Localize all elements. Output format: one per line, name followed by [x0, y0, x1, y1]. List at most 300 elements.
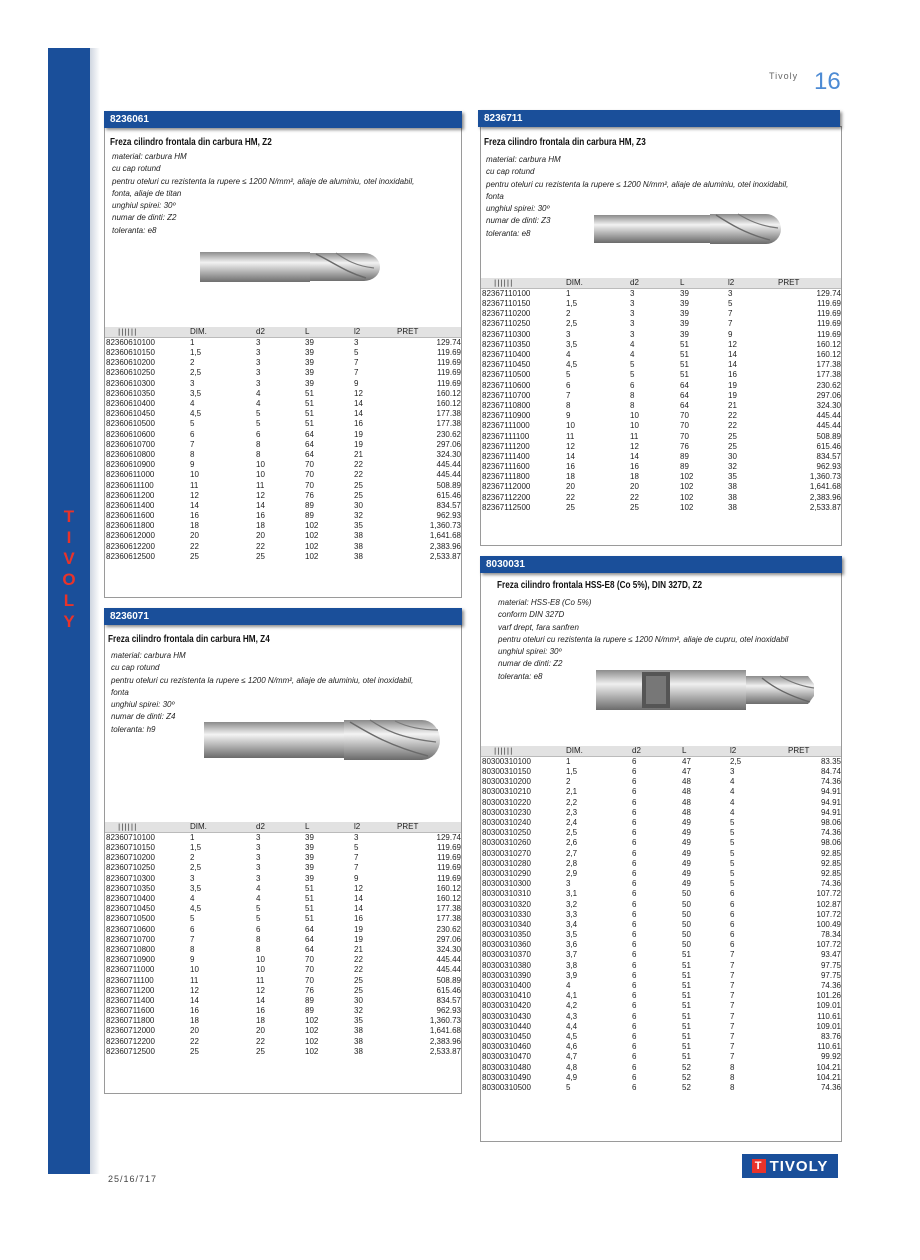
sidebar-letter: V	[63, 549, 75, 568]
table-row	[105, 389, 461, 399]
dim-cell: 3,8	[566, 960, 578, 970]
code-cell: 80300310350	[482, 930, 531, 940]
table-row	[105, 1006, 461, 1016]
l-cell: 51	[682, 960, 691, 970]
price-cell: 110.61	[817, 1042, 841, 1052]
price-cell: 83.76	[820, 1031, 841, 1041]
price-cell: 92.85	[820, 848, 841, 858]
table-row	[105, 338, 461, 349]
code-cell: 80300310400	[482, 981, 531, 991]
table-row	[481, 849, 841, 859]
col-d2: d2	[255, 822, 304, 833]
table-row	[105, 430, 461, 440]
logo-mark-icon: T	[752, 1159, 766, 1173]
code-cell: 82360711400	[106, 995, 155, 1005]
code-cell: 82367111000	[482, 421, 530, 431]
table-row	[481, 757, 841, 768]
code-cell: 80300310420	[482, 1001, 531, 1011]
table-row	[105, 521, 461, 531]
col-l: L	[681, 746, 729, 757]
l2-cell: 5	[354, 348, 359, 358]
dim-cell: 5	[566, 370, 571, 380]
l-cell: 89	[680, 451, 689, 461]
table-row	[481, 299, 841, 309]
price-cell: 94.91	[820, 797, 841, 807]
table-row	[105, 531, 461, 541]
l-cell: 39	[680, 329, 689, 339]
l2-cell: 22	[728, 411, 737, 421]
d2-cell: 6	[632, 919, 637, 929]
l2-cell: 30	[728, 451, 737, 461]
l2-cell: 3	[730, 767, 735, 777]
l2-cell: 19	[728, 380, 737, 390]
d2-cell: 12	[256, 490, 265, 500]
l2-cell: 14	[354, 409, 363, 419]
code-cell: 82360711200	[106, 985, 155, 995]
spec-line: toleranta: e8	[486, 228, 531, 238]
d2-cell: 3	[256, 833, 261, 842]
d2-cell: 6	[256, 429, 261, 439]
spec-line: material: carbura HM	[486, 155, 561, 164]
code-cell: 82360611400	[106, 500, 155, 510]
l-cell: 39	[305, 853, 314, 863]
l2-cell: 6	[730, 899, 735, 909]
table-row	[481, 370, 841, 380]
spec-line: cu cap rotund	[112, 164, 161, 174]
l2-cell: 6	[730, 940, 735, 950]
code-cell: 82367112000	[482, 482, 531, 492]
col-d2: d2	[629, 278, 679, 289]
l2-cell: 19	[354, 924, 363, 934]
d2-cell: 10	[630, 411, 639, 421]
l2-cell: 7	[730, 1052, 735, 1062]
code-cell: 82360710600	[106, 924, 155, 934]
dim-cell: 1	[190, 338, 195, 347]
price-cell: 74.36	[820, 1082, 841, 1092]
code-cell: 82360710450	[106, 904, 155, 914]
dim-cell: 11	[190, 480, 199, 490]
code-cell: 82360710100	[106, 833, 155, 842]
code-cell: 82367110250	[482, 319, 531, 329]
price-cell: 97.75	[820, 960, 841, 970]
price-cell: 110.61	[817, 1011, 841, 1021]
l-cell: 102	[305, 1036, 319, 1046]
price-cell: 119.69	[817, 329, 841, 339]
spec-line: unghiul spirei: 30º	[112, 201, 176, 211]
l-cell: 51	[680, 370, 689, 380]
table-header-row	[105, 822, 461, 833]
l2-cell: 30	[354, 995, 363, 1005]
d2-cell: 8	[256, 934, 261, 944]
spec-line: cu cap rotund	[486, 167, 535, 177]
l2-cell: 35	[354, 521, 363, 531]
code-cell: 80300310460	[482, 1042, 531, 1052]
l-cell: 76	[305, 985, 314, 995]
l-cell: 48	[682, 777, 691, 787]
d2-cell: 14	[256, 500, 265, 510]
dim-cell: 2,5	[190, 863, 202, 873]
dim-cell: 2,1	[566, 787, 578, 797]
d2-cell: 6	[256, 924, 261, 934]
d2-cell: 6	[632, 777, 637, 787]
dim-cell: 1,5	[566, 299, 578, 309]
price-cell: 445.44	[816, 411, 841, 421]
l2-cell: 35	[728, 472, 737, 482]
price-cell: 1,360.73	[809, 472, 841, 482]
dim-cell: 14	[190, 500, 199, 510]
l-cell: 39	[305, 368, 314, 378]
price-cell: 98.06	[820, 818, 841, 828]
code-cell: 82360610150	[106, 348, 155, 358]
table-row	[481, 1073, 841, 1083]
price-cell: 107.72	[816, 889, 841, 899]
l-cell: 51	[682, 991, 691, 1001]
l-cell: 70	[680, 431, 689, 441]
table-row	[481, 381, 841, 391]
dim-cell: 3,5	[566, 339, 578, 349]
price-cell: 2,383.96	[429, 1036, 461, 1046]
l2-cell: 22	[354, 470, 363, 480]
table-row	[105, 368, 461, 378]
product-title-8030031: Freza cilindro frontala HSS-E8 (Co 5%), DIN 327D, Z2	[497, 580, 703, 591]
code-cell: 80300310370	[482, 950, 531, 960]
d2-cell: 6	[632, 909, 637, 919]
code-cell: 82367111200	[482, 441, 530, 451]
dim-cell: 2	[190, 853, 195, 863]
table-row	[481, 503, 841, 513]
l2-cell: 3	[728, 289, 733, 298]
dim-cell: 3,4	[566, 919, 578, 929]
d2-cell: 6	[632, 848, 637, 858]
l-cell: 50	[682, 889, 691, 899]
l-cell: 64	[680, 390, 689, 400]
table-row	[481, 808, 841, 818]
dim-cell: 2,5	[566, 828, 578, 838]
spec-line: fonta, aliaje de titan	[112, 188, 182, 198]
product-ref-8236061: 8236061	[104, 111, 462, 128]
table-row	[105, 843, 461, 853]
d2-cell: 16	[630, 462, 639, 472]
table-row	[481, 950, 841, 960]
l-cell: 51	[682, 1042, 691, 1052]
table-row	[105, 450, 461, 460]
d2-cell: 3	[630, 329, 635, 339]
dim-cell: 16	[566, 462, 575, 472]
code-cell: 82367110450	[482, 360, 531, 370]
price-cell: 94.91	[820, 807, 841, 817]
price-cell: 508.89	[436, 480, 461, 490]
l2-cell: 30	[354, 500, 363, 510]
price-cell: 2,533.87	[809, 502, 841, 512]
l2-cell: 35	[354, 1016, 363, 1026]
d2-cell: 8	[630, 390, 635, 400]
price-cell: 119.69	[817, 319, 841, 329]
table-row	[481, 1052, 841, 1062]
table-row	[105, 409, 461, 419]
dim-cell: 10	[566, 421, 575, 431]
d2-cell: 4	[630, 339, 635, 349]
d2-cell: 3	[256, 853, 261, 863]
l2-cell: 4	[730, 777, 735, 787]
spec-line: numar de dinti: Z3	[486, 216, 551, 226]
l2-cell: 4	[730, 787, 735, 797]
l2-cell: 6	[730, 889, 735, 899]
l2-cell: 22	[354, 460, 363, 470]
dim-cell: 1,5	[190, 348, 202, 358]
price-cell: 119.69	[437, 358, 461, 368]
d2-cell: 5	[256, 914, 261, 924]
l2-cell: 38	[354, 531, 363, 541]
col-l2: l2	[729, 746, 787, 757]
price-cell: 177.38	[436, 914, 461, 924]
l-cell: 39	[305, 358, 314, 368]
l2-cell: 9	[728, 329, 733, 339]
l2-cell: 8	[730, 1072, 735, 1082]
dim-cell: 2	[566, 309, 571, 319]
code-cell: 80300310480	[482, 1062, 531, 1072]
l-cell: 51	[680, 360, 689, 370]
code-cell: 80300310320	[482, 899, 531, 909]
d2-cell: 5	[256, 419, 261, 429]
dim-cell: 3,1	[566, 889, 578, 899]
d2-cell: 10	[256, 460, 265, 470]
l-cell: 102	[305, 521, 319, 531]
col-price: PRET	[396, 327, 461, 338]
code-cell: 82360711000	[106, 965, 155, 975]
d2-cell: 6	[632, 767, 637, 777]
price-cell: 1,641.68	[429, 531, 461, 541]
product-title-8236071: Freza cilindro frontala din carbura HM, Z4	[108, 634, 270, 645]
barcode-header-icon: ||||||	[105, 327, 189, 338]
dim-cell: 2	[190, 358, 195, 368]
price-cell: 445.44	[436, 470, 461, 480]
code-cell: 80300310390	[482, 970, 531, 980]
l-cell: 64	[305, 934, 314, 944]
code-cell: 82367110350	[482, 339, 531, 349]
code-cell: 82360710500	[106, 914, 155, 924]
l2-cell: 5	[730, 838, 735, 848]
l2-cell: 12	[354, 883, 363, 893]
l-cell: 102	[305, 1046, 319, 1056]
l2-cell: 7	[728, 319, 733, 329]
d2-cell: 10	[630, 421, 639, 431]
price-cell: 98.06	[820, 838, 841, 848]
dim-cell: 16	[190, 511, 199, 521]
spec-line: numar de dinti: Z2	[498, 659, 563, 669]
code-cell: 82367111800	[482, 472, 530, 482]
dim-cell: 2,5	[190, 368, 202, 378]
spec-line: unghiul spirei: 30º	[486, 204, 550, 214]
dim-cell: 3,6	[566, 940, 578, 950]
code-cell: 82360710250	[106, 863, 155, 873]
d2-cell: 6	[632, 970, 637, 980]
price-cell: 94.91	[820, 787, 841, 797]
price-cell: 100.49	[816, 919, 841, 929]
code-cell: 82360710700	[106, 934, 155, 944]
l-cell: 70	[305, 975, 314, 985]
l-cell: 50	[682, 899, 691, 909]
l2-cell: 9	[354, 378, 359, 388]
price-cell: 119.69	[437, 873, 461, 883]
d2-cell: 25	[256, 551, 265, 561]
table-row	[481, 920, 841, 930]
price-cell: 74.36	[820, 879, 841, 889]
d2-cell: 11	[256, 975, 265, 985]
l2-cell: 38	[354, 1026, 363, 1036]
l2-cell: 7	[728, 309, 733, 319]
price-cell: 615.46	[436, 985, 461, 995]
table-row	[481, 452, 841, 462]
price-cell: 324.30	[436, 449, 461, 459]
l2-cell: 9	[354, 873, 359, 883]
price-cell: 107.72	[816, 909, 841, 919]
dim-cell: 11	[190, 975, 199, 985]
sidebar-brand-letters	[58, 506, 80, 632]
d2-cell: 6	[632, 1021, 637, 1031]
l2-cell: 5	[730, 858, 735, 868]
dim-cell: 1	[566, 289, 571, 298]
d2-cell: 18	[256, 521, 265, 531]
code-cell: 82360611200	[106, 490, 155, 500]
table-header-row	[481, 278, 841, 289]
l2-cell: 5	[730, 828, 735, 838]
col-dim: DIM.	[565, 278, 629, 289]
price-cell: 834.57	[816, 451, 841, 461]
dim-cell: 5	[190, 419, 195, 429]
dim-cell: 1	[566, 757, 571, 766]
l-cell: 102	[680, 472, 694, 482]
price-cell: 2,533.87	[429, 1046, 461, 1056]
tool-image-ball-end-z3	[590, 208, 786, 250]
dim-cell: 14	[190, 995, 199, 1005]
price-cell: 109.01	[816, 1021, 841, 1031]
l-cell: 39	[305, 833, 314, 842]
d2-cell: 5	[630, 360, 635, 370]
l2-cell: 22	[354, 955, 363, 965]
code-cell: 82360611100	[106, 480, 154, 490]
dim-cell: 4,7	[566, 1052, 578, 1062]
code-cell: 82360610600	[106, 429, 155, 439]
d2-cell: 6	[632, 1082, 637, 1092]
dim-cell: 2,2	[566, 797, 578, 807]
l2-cell: 7	[354, 358, 359, 368]
spec-line: numar de dinti: Z2	[112, 213, 177, 223]
l2-cell: 5	[728, 299, 733, 309]
l-cell: 102	[305, 551, 319, 561]
l2-cell: 4	[730, 807, 735, 817]
dim-cell: 4,4	[566, 1021, 578, 1031]
dim-cell: 22	[566, 492, 575, 502]
table-row	[105, 894, 461, 904]
table-row	[105, 399, 461, 409]
col-dim: DIM.	[565, 746, 631, 757]
price-cell: 297.06	[436, 439, 461, 449]
dim-cell: 16	[190, 1006, 199, 1016]
price-cell: 104.21	[816, 1062, 841, 1072]
l-cell: 51	[305, 399, 314, 409]
price-cell: 508.89	[436, 975, 461, 985]
product-ref-8236071: 8236071	[104, 608, 462, 625]
price-cell: 119.69	[817, 299, 841, 309]
d2-cell: 3	[256, 358, 261, 368]
dim-cell: 8	[566, 400, 571, 410]
l2-cell: 6	[730, 919, 735, 929]
code-cell: 82360611000	[106, 470, 155, 480]
dim-cell: 9	[190, 955, 195, 965]
l2-cell: 7	[354, 853, 359, 863]
price-cell: 445.44	[436, 965, 461, 975]
dim-cell: 25	[566, 502, 575, 512]
dim-cell: 3	[566, 329, 571, 339]
price-cell: 119.69	[437, 863, 461, 873]
price-cell: 445.44	[436, 460, 461, 470]
l2-cell: 19	[354, 439, 363, 449]
d2-cell: 6	[632, 858, 637, 868]
col-d2: d2	[255, 327, 304, 338]
l-cell: 70	[305, 470, 314, 480]
l-cell: 89	[305, 995, 314, 1005]
l2-cell: 7	[730, 1001, 735, 1011]
d2-cell: 6	[632, 828, 637, 838]
price-cell: 324.30	[816, 400, 841, 410]
code-cell: 82360710200	[106, 853, 155, 863]
price-cell: 1,641.68	[429, 1026, 461, 1036]
table-row	[105, 552, 461, 562]
table-row	[105, 955, 461, 965]
table-row	[105, 853, 461, 863]
table-row	[105, 833, 461, 844]
dim-cell: 12	[190, 490, 199, 500]
spec-line: toleranta: h9	[111, 724, 156, 734]
code-cell: 82367111400	[482, 451, 530, 461]
l-cell: 102	[680, 482, 694, 492]
table-row	[105, 874, 461, 884]
price-cell: 177.38	[816, 360, 841, 370]
spec-line: toleranta: e8	[112, 225, 157, 235]
footer-code: 25/16/717	[108, 1174, 158, 1184]
d2-cell: 6	[632, 838, 637, 848]
price-cell: 297.06	[816, 390, 841, 400]
d2-cell: 20	[256, 531, 265, 541]
l2-cell: 25	[354, 490, 363, 500]
d2-cell: 12	[630, 441, 639, 451]
dim-cell: 8	[190, 944, 195, 954]
table-row	[481, 828, 841, 838]
code-cell: 80300310240	[482, 818, 531, 828]
dim-cell: 3,5	[190, 388, 202, 398]
code-cell: 82367110900	[482, 411, 531, 421]
d2-cell: 6	[632, 991, 637, 1001]
l2-cell: 32	[354, 1006, 363, 1016]
table-row	[481, 391, 841, 401]
table-row	[481, 818, 841, 828]
table-row	[105, 975, 461, 985]
d2-cell: 3	[630, 289, 635, 298]
l2-cell: 5	[354, 843, 359, 853]
d2-cell: 6	[632, 879, 637, 889]
dim-cell: 18	[190, 521, 199, 531]
dim-cell: 8	[190, 449, 195, 459]
table-row	[105, 440, 461, 450]
l2-cell: 7	[730, 1021, 735, 1031]
l2-cell: 7	[730, 1042, 735, 1052]
spec-line: cu cap rotund	[111, 663, 160, 673]
logo-text: TIVOLY	[769, 1157, 829, 1175]
spec-line: material: HSS-E8 (Co 5%)	[498, 598, 592, 607]
l2-cell: 8	[730, 1082, 735, 1092]
dim-cell: 3,2	[566, 899, 578, 909]
l-cell: 49	[682, 868, 691, 878]
